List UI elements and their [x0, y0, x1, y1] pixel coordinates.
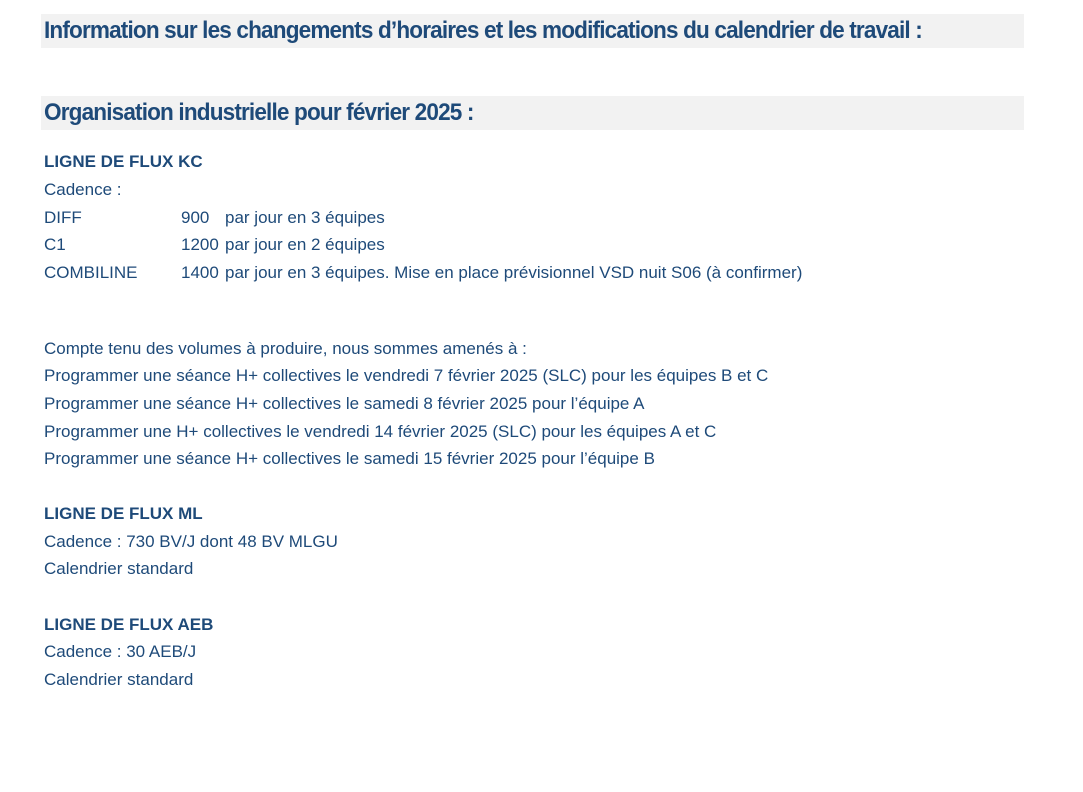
cadence-row-quantity: 1200 — [181, 235, 219, 254]
main-heading-bar — [41, 14, 1024, 48]
kc-action-item: Programmer une séance H+ collectives le samedi 8 février 2025 pour l’équipe A — [44, 394, 645, 413]
cadence-row-description: par jour en 3 équipes. Mise en place prévisionnel VSD nuit S06 (à confirmer) — [225, 263, 803, 282]
aeb-section-title: LIGNE DE FLUX AEB — [44, 615, 214, 634]
aeb-calendar: Calendrier standard — [44, 670, 194, 689]
cadence-row-name: DIFF — [44, 208, 82, 227]
cadence-row-description: par jour en 2 équipes — [225, 235, 385, 254]
main-heading: Information sur les changements d’horaires et les modifications du calendrier de travail : — [44, 17, 922, 44]
cadence-row-quantity: 900 — [181, 208, 210, 227]
cadence-row-name: C1 — [44, 235, 66, 254]
organisation-heading-bar — [41, 96, 1024, 130]
kc-action-item: Programmer une séance H+ collectives le samedi 15 février 2025 pour l’équipe B — [44, 449, 655, 468]
ml-cadence: Cadence : 730 BV/J dont 48 BV MLGU — [44, 532, 338, 551]
kc-action-item: Programmer une H+ collectives le vendredi 14 février 2025 (SLC) pour les équipes A et C — [44, 422, 717, 441]
kc-cadence-label: Cadence : — [44, 180, 122, 199]
ml-section-title: LIGNE DE FLUX ML — [44, 504, 203, 523]
cadence-row-description: par jour en 3 équipes — [225, 208, 385, 227]
kc-section-title: LIGNE DE FLUX KC — [44, 152, 203, 171]
aeb-cadence: Cadence : 30 AEB/J — [44, 642, 197, 661]
organisation-heading: Organisation industrielle pour février 2025 : — [44, 99, 474, 126]
cadence-row-quantity: 1400 — [181, 263, 219, 282]
ml-calendar: Calendrier standard — [44, 559, 194, 578]
kc-intro-text: Compte tenu des volumes à produire, nous sommes amenés à : — [44, 339, 527, 358]
kc-action-item: Programmer une séance H+ collectives le vendredi 7 février 2025 (SLC) pour les équipes B et C — [44, 366, 769, 385]
cadence-row-name: COMBILINE — [44, 263, 138, 282]
